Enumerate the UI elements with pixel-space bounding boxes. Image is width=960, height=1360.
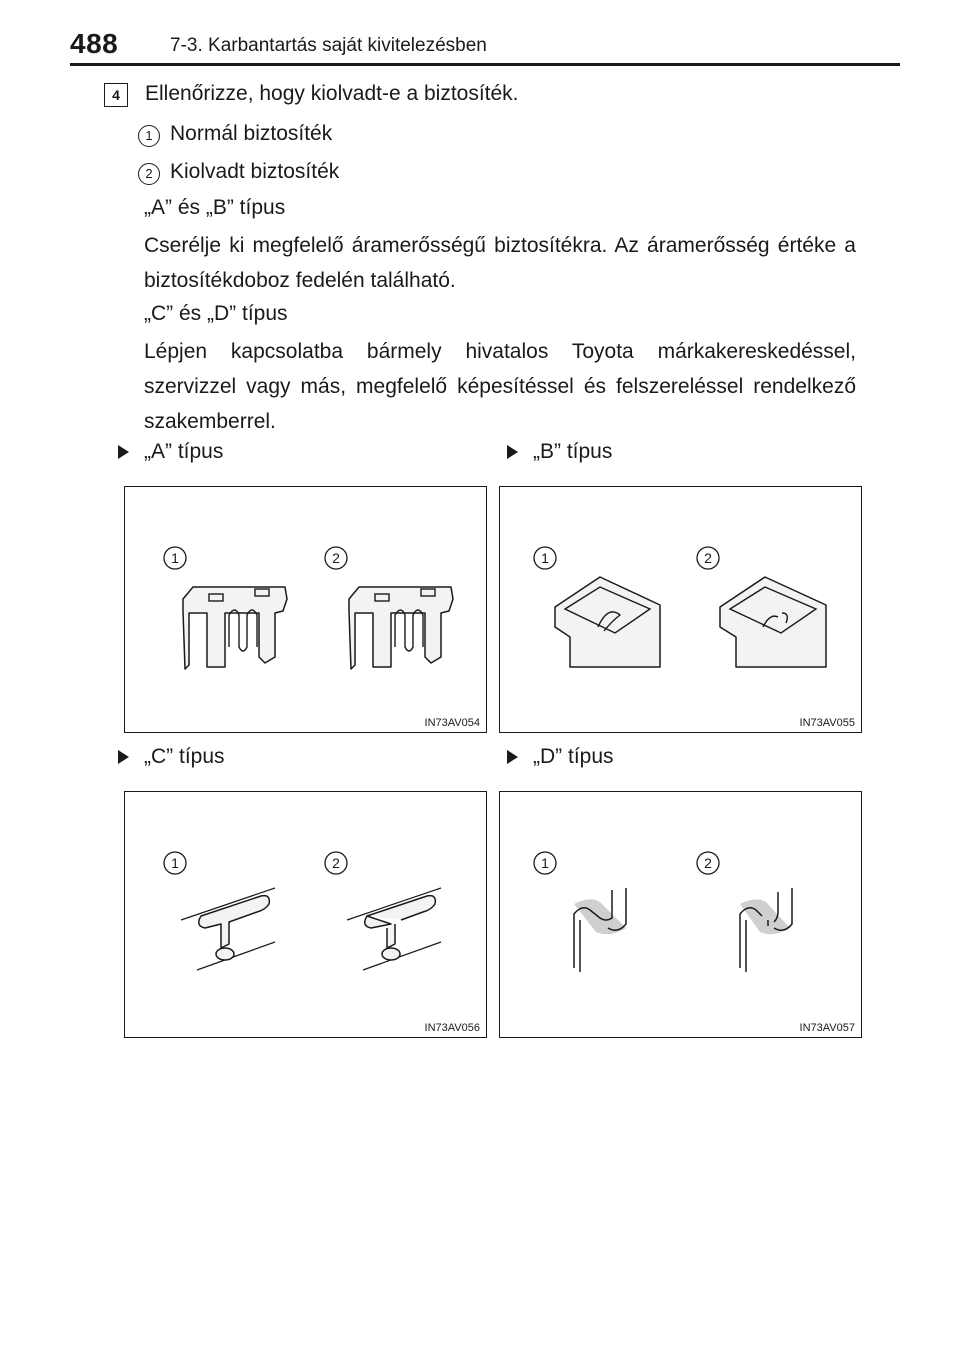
section-title: 7-3. Karbantartás saját kivitelezésben [170, 35, 487, 56]
marker-1: 1 [541, 550, 549, 566]
figure-panel-b [499, 486, 862, 733]
marker-2: 2 [704, 550, 712, 566]
marker-1: 1 [171, 855, 179, 871]
fuse-type-c-illustration [125, 792, 488, 1039]
fuse-type-a-illustration [125, 487, 488, 734]
marker-2: 2 [704, 855, 712, 871]
item-label: Normál biztosíték [170, 122, 333, 145]
figure-label-a: „A” típus [118, 440, 223, 464]
page-number: 488 [70, 28, 119, 59]
figure-label-d: „D” típus [507, 745, 614, 769]
figure-label-b: „B” típus [507, 440, 612, 464]
marker-1: 1 [541, 855, 549, 871]
item-number-1: 1 [138, 125, 160, 147]
figure-panel-d [499, 791, 862, 1038]
triangle-bullet-icon [118, 445, 129, 459]
type-ab-text: Cserélje ki megfelelő áramerősségű biztosítékra. Az áramerősség értéke a biztosítékdoboz fedelén található. [144, 234, 856, 292]
header-rule [70, 63, 900, 66]
page-header [70, 24, 900, 64]
item-number-2: 2 [138, 163, 160, 185]
step-title: Ellenőrizze, hogy kiolvadt-e a biztosíték. [145, 82, 519, 105]
marker-2: 2 [332, 855, 340, 871]
triangle-bullet-icon [507, 445, 518, 459]
figure-code: IN73AV055 [799, 717, 855, 729]
item-label: Kiolvadt biztosíték [170, 160, 340, 183]
figure-label-c: „C” típus [118, 745, 225, 769]
type-ab-heading: „A” és „B” típus [144, 196, 286, 219]
figure-code: IN73AV057 [799, 1022, 855, 1034]
triangle-bullet-icon [118, 750, 129, 764]
marker-1: 1 [171, 550, 179, 566]
step-number-badge: 4 [104, 83, 128, 107]
type-cd-heading: „C” és „D” típus [144, 302, 288, 325]
fuse-type-d-illustration [500, 792, 863, 1039]
figure-panel-c [124, 791, 487, 1038]
figure-code: IN73AV056 [424, 1022, 480, 1034]
figure-code: IN73AV054 [424, 717, 480, 729]
marker-2: 2 [332, 550, 340, 566]
triangle-bullet-icon [507, 750, 518, 764]
figure-panel-a [124, 486, 487, 733]
fuse-type-b-illustration [500, 487, 863, 734]
type-cd-text: Lépjen kapcsolatba bármely hivatalos Toyota márkakereskedéssel, szervizzel vagy más, megfelelő képesítéssel és felszereléssel rendelkező szakemberrel. [144, 340, 856, 433]
